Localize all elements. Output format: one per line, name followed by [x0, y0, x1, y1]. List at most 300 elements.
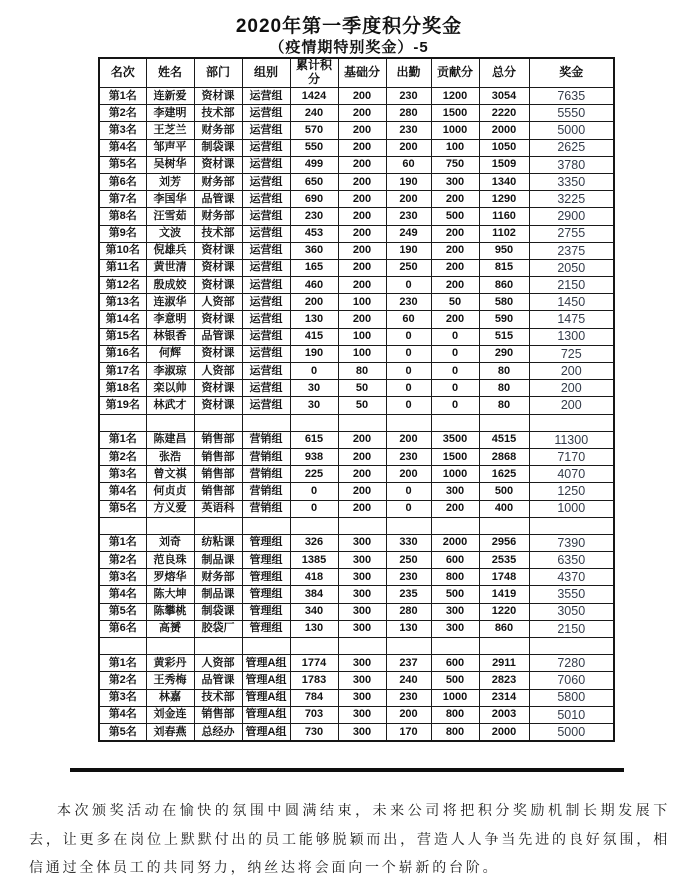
table-cell: 1220 — [479, 603, 529, 620]
separator-row — [99, 638, 614, 655]
table-cell: 415 — [290, 328, 338, 345]
table-cell: 1625 — [479, 466, 529, 483]
bonus-cell: 4370 — [529, 569, 614, 586]
table-cell: 黄彩丹 — [146, 655, 194, 672]
table-cell: 何辉 — [146, 345, 194, 362]
table-cell: 刘奇 — [146, 534, 194, 551]
table-cell: 0 — [431, 363, 479, 380]
table-cell: 连淑华 — [146, 294, 194, 311]
table-cell: 人资部 — [194, 655, 242, 672]
empty-cell — [194, 517, 242, 534]
table-header-cell: 组别 — [242, 58, 290, 88]
empty-cell — [338, 517, 386, 534]
table-cell: 50 — [338, 380, 386, 397]
table-cell: 财务部 — [194, 173, 242, 190]
table-cell: 1419 — [479, 586, 529, 603]
table-cell: 第1名 — [99, 655, 146, 672]
table-cell: 300 — [338, 569, 386, 586]
table-row — [99, 294, 614, 311]
table-cell: 管理A组 — [242, 672, 290, 689]
table-cell: 615 — [290, 431, 338, 448]
table-cell: 范良珠 — [146, 552, 194, 569]
table-cell: 453 — [290, 225, 338, 242]
table-cell: 第14名 — [99, 311, 146, 328]
table-cell: 230 — [386, 448, 431, 465]
table-cell: 文波 — [146, 225, 194, 242]
table-cell: 200 — [338, 500, 386, 517]
empty-cell — [529, 638, 614, 655]
table-cell: 刘金连 — [146, 706, 194, 723]
table-row — [99, 328, 614, 345]
table-cell: 刘芳 — [146, 173, 194, 190]
table-cell: 运营组 — [242, 139, 290, 156]
table-cell: 营销组 — [242, 448, 290, 465]
empty-cell — [194, 638, 242, 655]
table-cell: 运营组 — [242, 156, 290, 173]
table-cell: 2000 — [479, 122, 529, 139]
table-cell: 胶袋厂 — [194, 620, 242, 637]
table-cell: 400 — [479, 500, 529, 517]
table-cell: 0 — [290, 483, 338, 500]
table-cell: 殷成姣 — [146, 277, 194, 294]
table-cell: 300 — [431, 483, 479, 500]
table-cell: 运营组 — [242, 345, 290, 362]
table-row — [99, 191, 614, 208]
table-cell: 0 — [431, 328, 479, 345]
table-cell: 570 — [290, 122, 338, 139]
bonus-cell: 2900 — [529, 208, 614, 225]
bonus-cell: 6350 — [529, 552, 614, 569]
table-cell: 资材课 — [194, 277, 242, 294]
table-cell: 200 — [338, 139, 386, 156]
table-cell: 200 — [338, 242, 386, 259]
footer-paragraph: 本次颁奖活动在愉快的氛围中圆满结束，未来公司将把积分奖励机制长期发展下去，让更多在岗位上默默付出的员工能够脱颖而出，营造人人争当先进的良好氛围，相信通过全体员工的共同努力，纳丝达将会面向一个崭新的台阶。 — [29, 802, 670, 875]
empty-cell — [146, 517, 194, 534]
table-cell: 2220 — [479, 105, 529, 122]
bonus-cell: 3350 — [529, 173, 614, 190]
table-cell: 第4名 — [99, 139, 146, 156]
table-cell: 运营组 — [242, 259, 290, 276]
table-cell: 200 — [338, 483, 386, 500]
table-cell: 第2名 — [99, 448, 146, 465]
table-cell: 250 — [386, 259, 431, 276]
table-cell: 运营组 — [242, 277, 290, 294]
table-cell: 200 — [338, 88, 386, 105]
table-cell: 邹声平 — [146, 139, 194, 156]
table-row — [99, 586, 614, 603]
table-cell: 0 — [431, 380, 479, 397]
table-cell: 运营组 — [242, 105, 290, 122]
bonus-cell: 5000 — [529, 723, 614, 741]
table-cell: 销售部 — [194, 483, 242, 500]
table-cell: 815 — [479, 259, 529, 276]
table-cell: 130 — [386, 620, 431, 637]
table-cell: 300 — [338, 620, 386, 637]
table-cell: 第3名 — [99, 689, 146, 706]
empty-cell — [386, 517, 431, 534]
table-row — [99, 466, 614, 483]
table-header-cell: 部门 — [194, 58, 242, 88]
table-cell: 240 — [386, 672, 431, 689]
table-cell: 第3名 — [99, 122, 146, 139]
table-cell: 第16名 — [99, 345, 146, 362]
bonus-cell: 5800 — [529, 689, 614, 706]
table-cell: 1424 — [290, 88, 338, 105]
table-cell: 800 — [431, 706, 479, 723]
bonus-cell: 2150 — [529, 620, 614, 637]
table-cell: 300 — [338, 689, 386, 706]
bonus-table — [98, 57, 615, 742]
table-cell: 1340 — [479, 173, 529, 190]
table-cell: 200 — [338, 431, 386, 448]
table-cell: 300 — [338, 534, 386, 551]
empty-cell — [479, 517, 529, 534]
table-cell: 0 — [431, 345, 479, 362]
table-body — [99, 88, 614, 742]
table-cell: 吴树华 — [146, 156, 194, 173]
table-cell: 运营组 — [242, 397, 290, 414]
table-row — [99, 173, 614, 190]
table-cell: 英语科 — [194, 500, 242, 517]
table-cell: 第5名 — [99, 500, 146, 517]
table-cell: 200 — [431, 242, 479, 259]
table-cell: 财务部 — [194, 122, 242, 139]
table-cell: 730 — [290, 723, 338, 741]
table-cell: 营销组 — [242, 431, 290, 448]
empty-cell — [386, 638, 431, 655]
table-cell: 管理组 — [242, 534, 290, 551]
table-cell: 1500 — [431, 105, 479, 122]
table-cell: 860 — [479, 277, 529, 294]
table-header-cell: 基础分 — [338, 58, 386, 88]
table-cell: 200 — [290, 294, 338, 311]
table-cell: 运营组 — [242, 208, 290, 225]
table-cell: 200 — [338, 173, 386, 190]
table-cell: 王芝兰 — [146, 122, 194, 139]
table-header-row — [99, 58, 614, 88]
table-cell: 650 — [290, 173, 338, 190]
table-cell: 200 — [338, 208, 386, 225]
table-cell: 资材课 — [194, 259, 242, 276]
table-cell: 资材课 — [194, 156, 242, 173]
table-cell: 资材课 — [194, 345, 242, 362]
table-cell: 方义爱 — [146, 500, 194, 517]
table-cell: 2911 — [479, 655, 529, 672]
table-cell: 技术部 — [194, 105, 242, 122]
table-cell: 制袋课 — [194, 603, 242, 620]
bonus-cell: 2755 — [529, 225, 614, 242]
table-cell: 500 — [431, 586, 479, 603]
bonus-cell: 7635 — [529, 88, 614, 105]
table-cell: 600 — [431, 655, 479, 672]
table-cell: 1774 — [290, 655, 338, 672]
table-cell: 第15名 — [99, 328, 146, 345]
table-cell: 第13名 — [99, 294, 146, 311]
table-cell: 0 — [386, 328, 431, 345]
separator-row — [99, 517, 614, 534]
table-row — [99, 448, 614, 465]
table-cell: 刘春燕 — [146, 723, 194, 741]
table-cell: 200 — [431, 225, 479, 242]
table-row — [99, 380, 614, 397]
table-cell: 2535 — [479, 552, 529, 569]
table-cell: 陈大坤 — [146, 586, 194, 603]
table-cell: 第12名 — [99, 277, 146, 294]
table-cell: 罗熔华 — [146, 569, 194, 586]
table-cell: 管理A组 — [242, 655, 290, 672]
table-cell: 515 — [479, 328, 529, 345]
table-cell: 300 — [338, 706, 386, 723]
bonus-cell: 4070 — [529, 466, 614, 483]
table-cell: 管理组 — [242, 620, 290, 637]
table-cell: 200 — [338, 277, 386, 294]
table-cell: 80 — [479, 363, 529, 380]
table-cell: 第5名 — [99, 156, 146, 173]
table-cell: 陈攀桃 — [146, 603, 194, 620]
empty-cell — [242, 638, 290, 655]
table-cell: 运营组 — [242, 122, 290, 139]
table-header-cell: 出勤 — [386, 58, 431, 88]
table-cell: 运营组 — [242, 328, 290, 345]
table-cell: 200 — [431, 277, 479, 294]
table-header-cell: 累计积分 — [290, 58, 338, 88]
table-cell: 管理组 — [242, 569, 290, 586]
empty-cell — [290, 414, 338, 431]
table-cell: 130 — [290, 620, 338, 637]
table-cell: 3054 — [479, 88, 529, 105]
table-cell: 950 — [479, 242, 529, 259]
table-cell: 750 — [431, 156, 479, 173]
table-cell: 第6名 — [99, 173, 146, 190]
table-cell: 第4名 — [99, 586, 146, 603]
table-cell: 100 — [338, 328, 386, 345]
empty-cell — [338, 638, 386, 655]
table-header-cell: 奖金 — [529, 58, 614, 88]
table-cell: 190 — [386, 173, 431, 190]
table-cell: 曾文祺 — [146, 466, 194, 483]
table-cell: 销售部 — [194, 448, 242, 465]
table-cell: 100 — [431, 139, 479, 156]
table-cell: 300 — [338, 723, 386, 741]
table-cell: 230 — [386, 122, 431, 139]
bonus-cell: 1450 — [529, 294, 614, 311]
table-cell: 1000 — [431, 466, 479, 483]
table-cell: 237 — [386, 655, 431, 672]
table-cell: 230 — [386, 294, 431, 311]
table-cell: 资材课 — [194, 380, 242, 397]
table-cell: 165 — [290, 259, 338, 276]
table-cell: 销售部 — [194, 466, 242, 483]
table-cell: 管理组 — [242, 603, 290, 620]
table-cell: 纺粘课 — [194, 534, 242, 551]
table-cell: 王秀梅 — [146, 672, 194, 689]
empty-cell — [290, 638, 338, 655]
table-cell: 460 — [290, 277, 338, 294]
table-cell: 200 — [386, 139, 431, 156]
table-cell: 0 — [386, 483, 431, 500]
table-header-cell: 总分 — [479, 58, 529, 88]
table-cell: 高赟 — [146, 620, 194, 637]
table-cell: 230 — [386, 689, 431, 706]
table-cell: 2000 — [431, 534, 479, 551]
table-cell: 人资部 — [194, 294, 242, 311]
table-cell: 2823 — [479, 672, 529, 689]
table-row — [99, 397, 614, 414]
table-cell: 230 — [290, 208, 338, 225]
table-cell: 林嘉 — [146, 689, 194, 706]
table-cell: 倪雄兵 — [146, 242, 194, 259]
table-cell: 1160 — [479, 208, 529, 225]
table-cell: 管理A组 — [242, 723, 290, 741]
empty-cell — [479, 638, 529, 655]
bonus-cell: 3225 — [529, 191, 614, 208]
table-cell: 60 — [386, 311, 431, 328]
table-cell: 总经办 — [194, 723, 242, 741]
table-cell: 第4名 — [99, 706, 146, 723]
table-cell: 1000 — [431, 122, 479, 139]
table-cell: 第3名 — [99, 569, 146, 586]
table-row — [99, 105, 614, 122]
table-cell: 860 — [479, 620, 529, 637]
table-cell: 运营组 — [242, 191, 290, 208]
table-cell: 690 — [290, 191, 338, 208]
table-cell: 190 — [290, 345, 338, 362]
table-cell: 第7名 — [99, 191, 146, 208]
table-row — [99, 534, 614, 551]
table-cell: 运营组 — [242, 380, 290, 397]
table-cell: 资材课 — [194, 311, 242, 328]
empty-cell — [431, 638, 479, 655]
table-cell: 200 — [338, 466, 386, 483]
table-cell: 800 — [431, 723, 479, 741]
table-cell: 0 — [431, 397, 479, 414]
bonus-cell: 725 — [529, 345, 614, 362]
table-cell: 1102 — [479, 225, 529, 242]
table-cell: 100 — [338, 294, 386, 311]
table-cell: 运营组 — [242, 363, 290, 380]
table-cell: 第4名 — [99, 483, 146, 500]
bonus-cell: 7170 — [529, 448, 614, 465]
table-cell: 0 — [386, 397, 431, 414]
empty-cell — [431, 517, 479, 534]
table-cell: 230 — [386, 88, 431, 105]
table-cell: 第18名 — [99, 380, 146, 397]
table-cell: 330 — [386, 534, 431, 551]
table-cell: 李淑琼 — [146, 363, 194, 380]
empty-cell — [386, 414, 431, 431]
table-cell: 230 — [386, 208, 431, 225]
table-cell: 300 — [431, 173, 479, 190]
table-header-cell: 姓名 — [146, 58, 194, 88]
table-cell: 60 — [386, 156, 431, 173]
table-cell: 陈建昌 — [146, 431, 194, 448]
table-row — [99, 500, 614, 517]
bonus-cell: 5010 — [529, 706, 614, 723]
table-cell: 李国华 — [146, 191, 194, 208]
bonus-cell: 200 — [529, 397, 614, 414]
table-row — [99, 706, 614, 723]
empty-cell — [242, 517, 290, 534]
table-cell: 340 — [290, 603, 338, 620]
table-row — [99, 88, 614, 105]
table-cell: 170 — [386, 723, 431, 741]
bonus-cell: 1000 — [529, 500, 614, 517]
table-cell: 0 — [386, 277, 431, 294]
table-cell: 营销组 — [242, 500, 290, 517]
table-cell: 500 — [431, 208, 479, 225]
empty-cell — [290, 517, 338, 534]
table-cell: 第19名 — [99, 397, 146, 414]
bonus-cell: 7390 — [529, 534, 614, 551]
bonus-cell: 2050 — [529, 259, 614, 276]
table-cell: 300 — [338, 586, 386, 603]
table-cell: 499 — [290, 156, 338, 173]
table-cell: 营销组 — [242, 483, 290, 500]
table-cell: 300 — [431, 620, 479, 637]
table-cell: 2314 — [479, 689, 529, 706]
table-cell: 130 — [290, 311, 338, 328]
table-cell: 784 — [290, 689, 338, 706]
table-cell: 管理A组 — [242, 706, 290, 723]
table-cell: 第5名 — [99, 603, 146, 620]
bonus-cell: 7060 — [529, 672, 614, 689]
table-cell: 200 — [431, 259, 479, 276]
table-cell: 运营组 — [242, 88, 290, 105]
table-row — [99, 603, 614, 620]
table-cell: 1000 — [431, 689, 479, 706]
bonus-cell: 2625 — [529, 139, 614, 156]
bonus-cell: 2150 — [529, 277, 614, 294]
table-cell: 财务部 — [194, 208, 242, 225]
table-row — [99, 208, 614, 225]
table-cell: 制品课 — [194, 552, 242, 569]
table-cell: 500 — [479, 483, 529, 500]
divider-line — [70, 768, 624, 772]
table-cell: 200 — [386, 466, 431, 483]
empty-cell — [529, 517, 614, 534]
table-row — [99, 225, 614, 242]
table-cell: 资材课 — [194, 397, 242, 414]
table-cell: 200 — [386, 431, 431, 448]
table-cell: 3500 — [431, 431, 479, 448]
table-cell: 运营组 — [242, 225, 290, 242]
table-cell: 林武才 — [146, 397, 194, 414]
table-row — [99, 242, 614, 259]
empty-cell — [99, 414, 146, 431]
table-cell: 240 — [290, 105, 338, 122]
bonus-cell: 1300 — [529, 328, 614, 345]
table-cell: 280 — [386, 105, 431, 122]
table-cell: 0 — [290, 363, 338, 380]
table-row — [99, 689, 614, 706]
table-cell: 技术部 — [194, 689, 242, 706]
bonus-cell: 2375 — [529, 242, 614, 259]
separator-row — [99, 414, 614, 431]
table-cell: 200 — [338, 191, 386, 208]
table-cell: 300 — [338, 603, 386, 620]
table-cell: 200 — [431, 191, 479, 208]
table-cell: 200 — [338, 448, 386, 465]
empty-cell — [146, 414, 194, 431]
bonus-cell: 1250 — [529, 483, 614, 500]
table-cell: 30 — [290, 397, 338, 414]
table-cell: 1783 — [290, 672, 338, 689]
table-cell: 235 — [386, 586, 431, 603]
table-cell: 资材课 — [194, 242, 242, 259]
empty-cell — [242, 414, 290, 431]
table-cell: 100 — [338, 345, 386, 362]
table-cell: 李意明 — [146, 311, 194, 328]
